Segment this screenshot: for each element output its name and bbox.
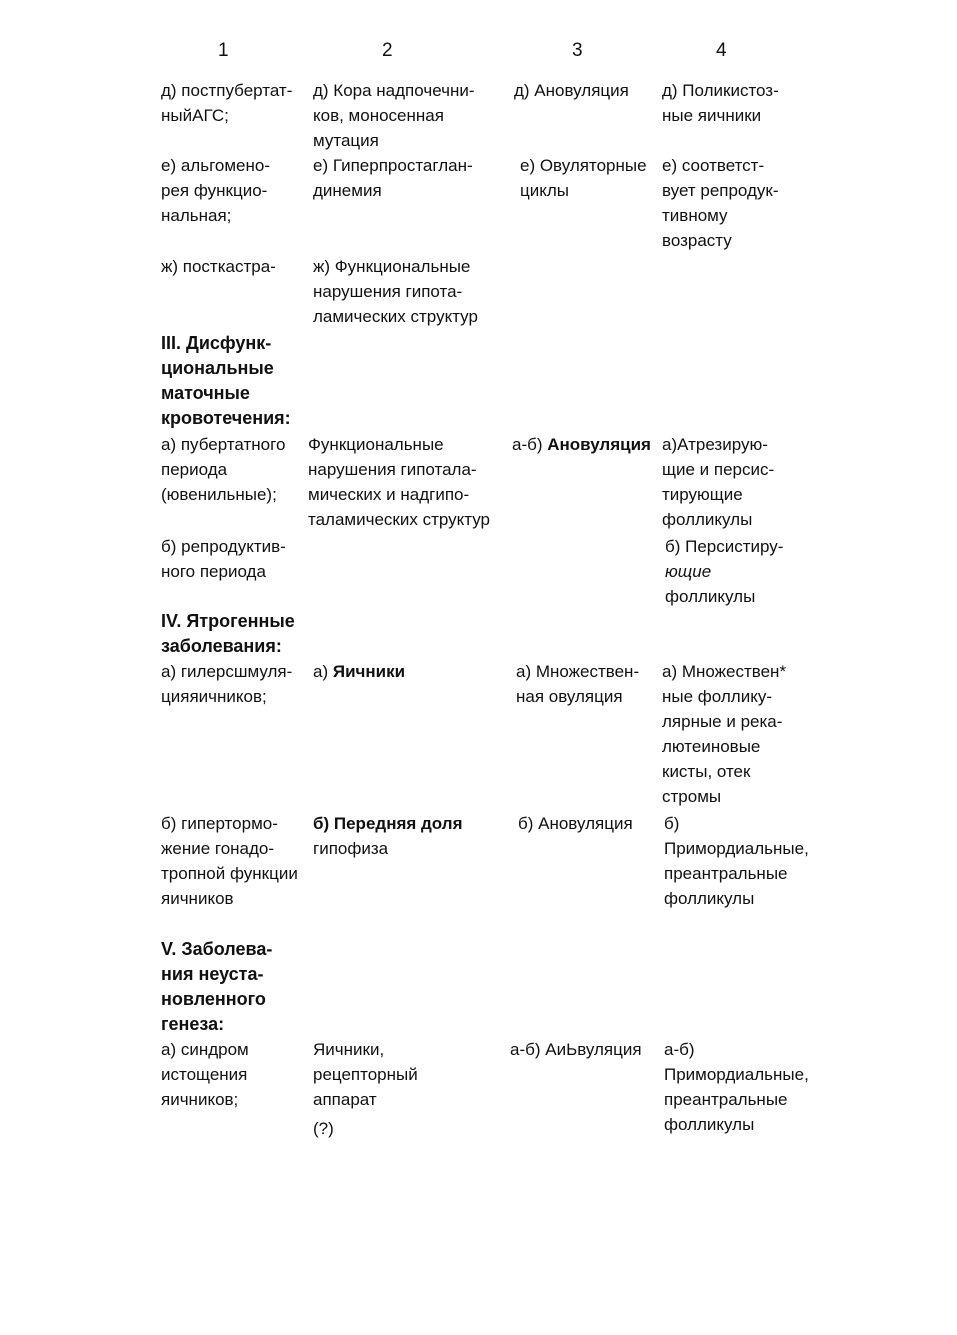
- cell-col2: е) Гиперпростаглан- динемия: [313, 156, 473, 200]
- column-header-1: 1: [218, 40, 229, 61]
- cell-col4: а) Множествен* ные фоллику- лярные и река- лютеиновые кисты, отек стромы: [662, 662, 787, 806]
- cell-col4: е) соответст- вует репродук- тивному возрасту: [662, 156, 779, 250]
- cell-col3: а) Множествен- ная овуляция: [516, 662, 640, 706]
- cell-prefix: а): [313, 662, 329, 681]
- cell-col3: [512, 432, 652, 457]
- cell-col2: д) Кора надпочечни- ков, моносенная мутация: [313, 81, 475, 150]
- section-title-5: V. Заболева- ния неуста- новленного генеза:: [161, 939, 273, 1034]
- section-title-3: III. Дисфунк- циональные маточные кровотечения:: [161, 333, 291, 428]
- cell-col4: а)Атрезирую- щие и персис- тирующие фолликулы: [662, 435, 775, 529]
- cell-col1: б) гипертормо- жение гонадо- тропной функции яичников: [161, 814, 298, 908]
- cell-bold-text: Яичники: [332, 662, 406, 681]
- cell-col2: [313, 811, 508, 861]
- column-header-4: 4: [716, 40, 727, 61]
- cell-col2: ж) Функциональные нарушения гипота- ламических структур: [313, 257, 478, 326]
- column-header-2: 2: [382, 40, 393, 61]
- cell-col3: а-б) АиЬвуляция: [510, 1040, 642, 1059]
- cell-col4: б) Примордиальные, преантральные фолликулы: [664, 814, 809, 908]
- cell-col1: а) синдром истощения яичников;: [161, 1040, 249, 1109]
- cell-col3: д) Ановуляция: [514, 81, 629, 100]
- cell-line: фолликулы: [665, 587, 756, 606]
- cell-prefix: а-б): [512, 435, 543, 454]
- cell-col1: д) постпубертат- ныйАГС;: [161, 81, 293, 125]
- cell-col2: [313, 659, 508, 684]
- cell-col2: Функциональные нарушения гипотала- мических и надгипо- таламических структур: [308, 435, 490, 529]
- cell-col3: б) Ановуляция: [518, 814, 633, 833]
- cell-col4: а-б) Примордиальные, преантральные фолликулы: [664, 1040, 809, 1134]
- column-header-3: 3: [572, 40, 583, 61]
- cell-col1: а) гилерсшмуля- цияяичников;: [161, 662, 293, 706]
- cell-bold-text: б) Передняя доля: [313, 814, 463, 833]
- cell-col3: е) Овуляторные циклы: [520, 156, 647, 200]
- cell-line: Яичники, рецепторный аппарат: [313, 1040, 418, 1109]
- cell-line: б) Персистиру-: [665, 537, 784, 556]
- cell-line: гипофиза: [313, 839, 389, 858]
- cell-col1: е) альгомено- рея функцио- нальная;: [161, 156, 270, 225]
- cell-col4: [665, 534, 815, 609]
- cell-line: (?): [313, 1119, 334, 1138]
- section-title-4: IV. Ятрогенные заболевания:: [161, 611, 295, 656]
- cell-col1: ж) посткастра-: [161, 257, 276, 276]
- cell-col2: [313, 1037, 508, 1141]
- cell-bold-text: Ановуляция: [547, 435, 651, 454]
- cell-col1: б) репродуктив- ного периода: [161, 537, 286, 581]
- cell-col1: а) пубертатного периода (ювенильные);: [161, 435, 286, 504]
- cell-italic-line: ющие: [665, 562, 712, 581]
- cell-col4: д) Поликистоз- ные яичники: [662, 81, 779, 125]
